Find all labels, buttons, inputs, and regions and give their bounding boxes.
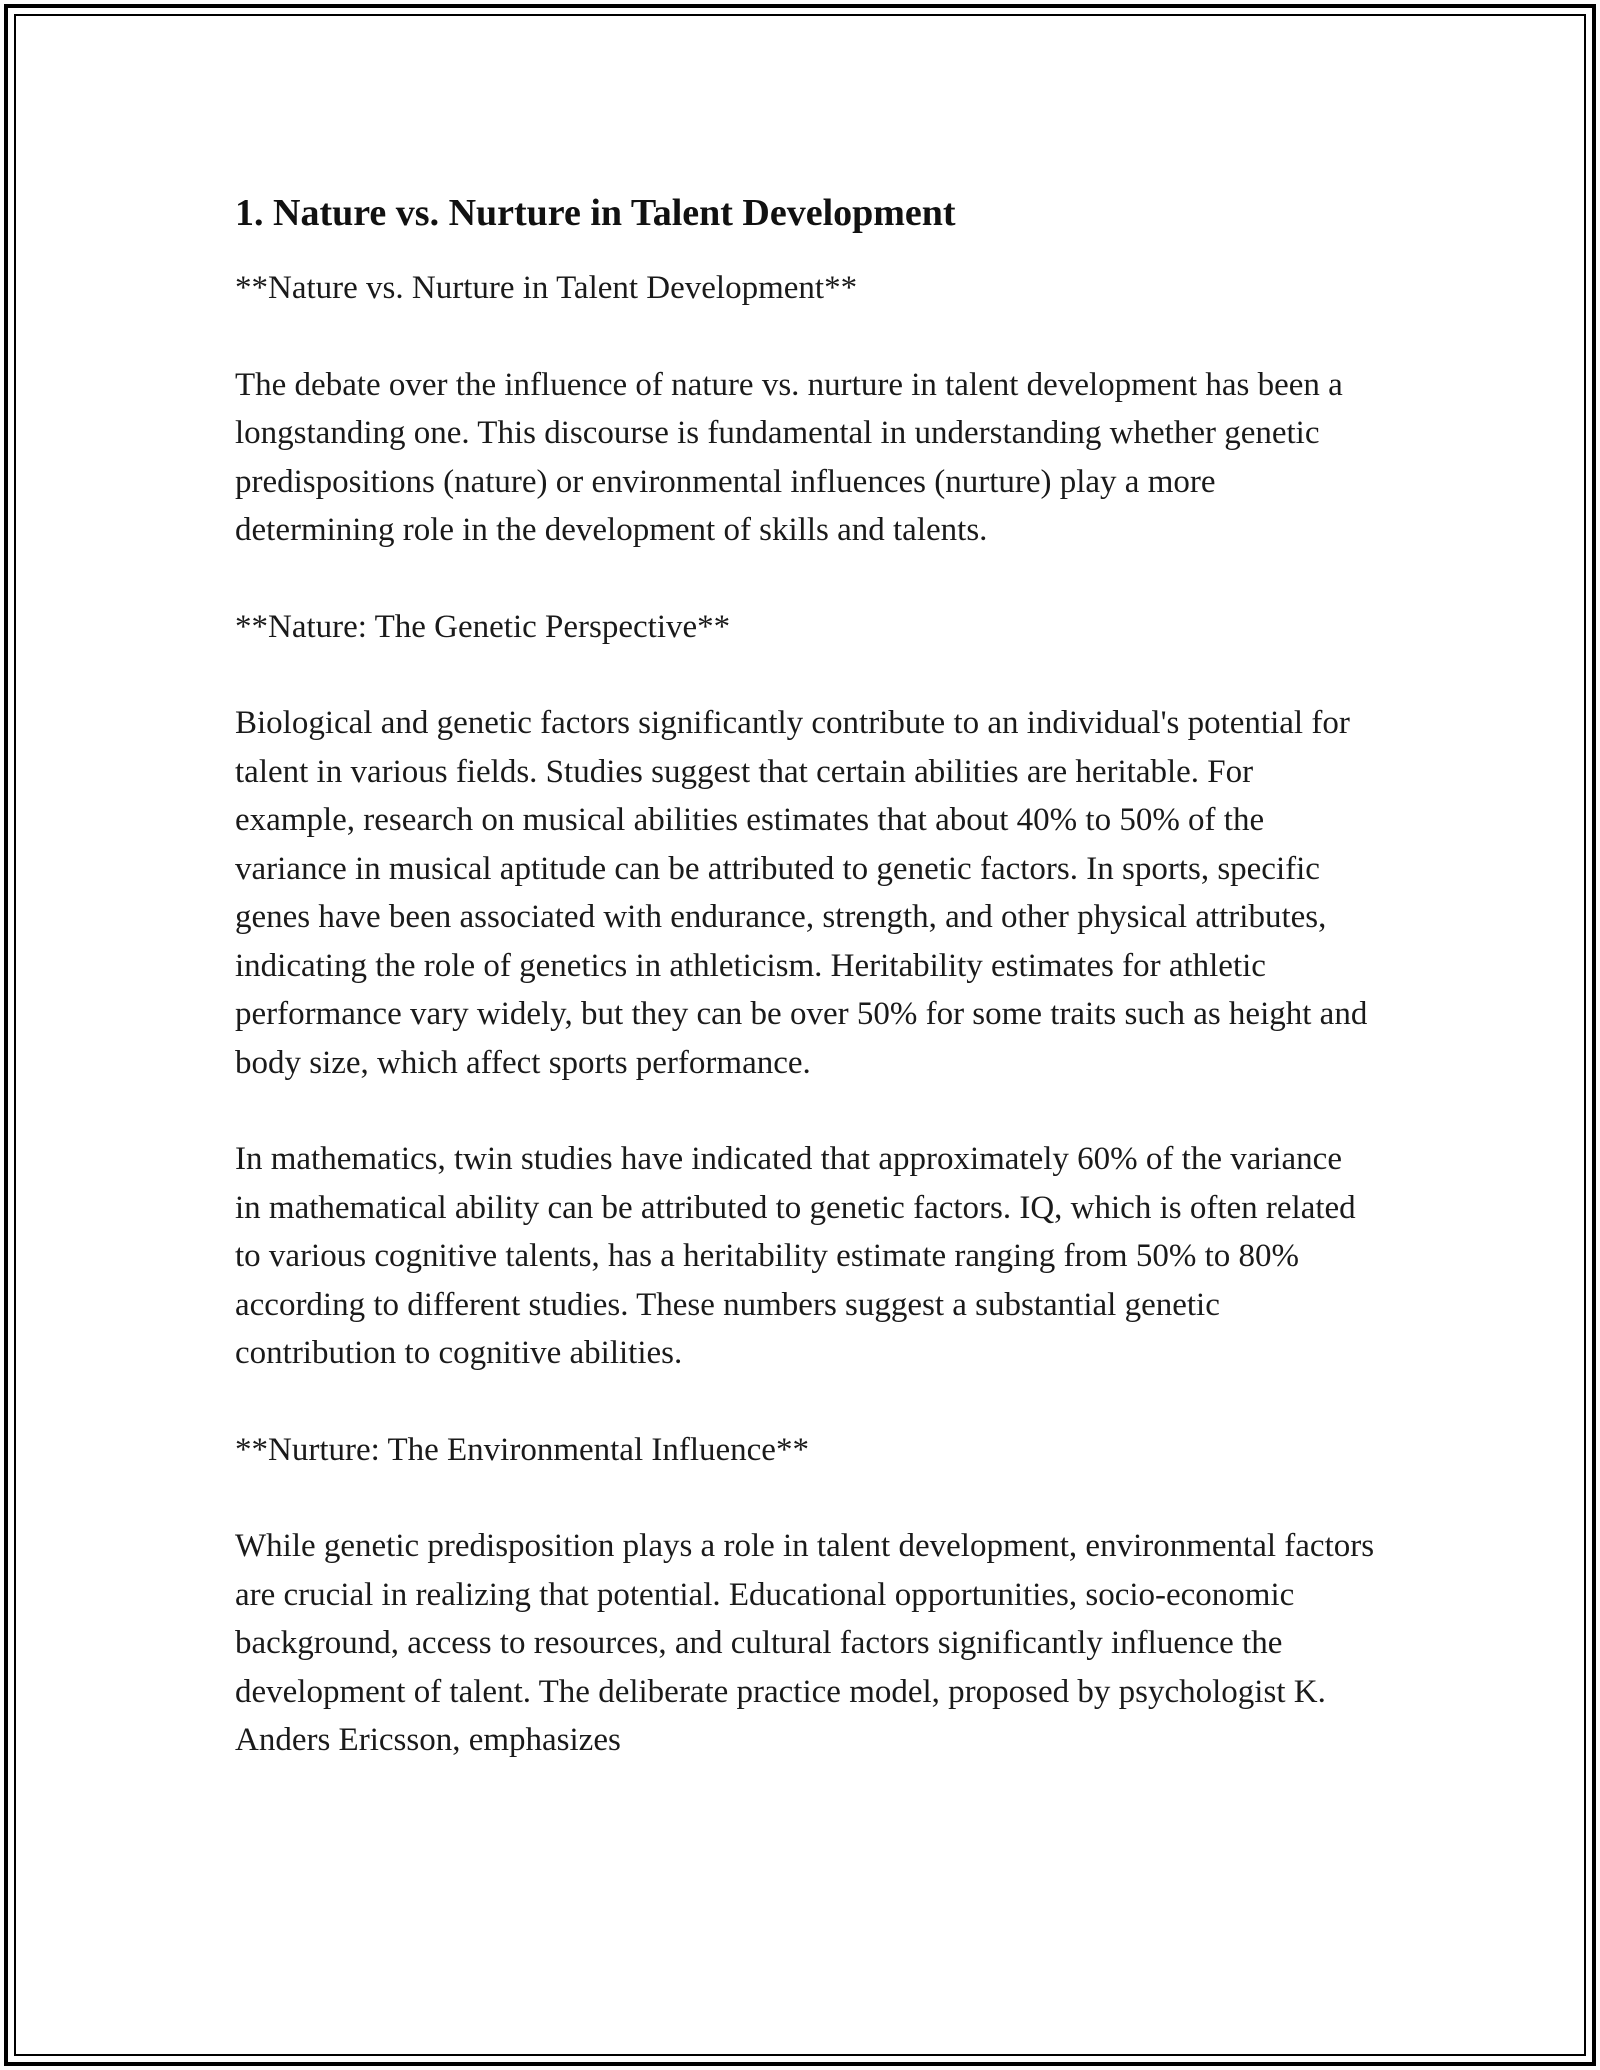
paragraph-environmental-factors: While genetic predisposition plays a role in talent development, environmental factors are crucial in realizing that potential. Educational opportunities, socio-economic background, access to resources, and cultural factors significantly influence the development of talent. The deliberate practice model, proposed by psychologist K. Anders Ericsson, emphasizes xyxy=(235,1528,1375,1758)
paragraph-genetic-factors: Biological and genetic factors significantly contribute to an individual's potential for talent in various fields. Studies suggest that certain abilities are heritable. For example, research on musical abilities estimates that about 40% to 50% of the variance in musical aptitude can be attributed to genetic factors. In sports, specific genes have been associated with endurance, strength, and other physical attributes, indicating the role of genetics in athleticism. Heritability estimates for athletic performance vary widely, but they can be over 50% for some traits such as height and body size, which affect sports performance. xyxy=(235,705,1368,1081)
section-title: 1. Nature vs. Nurture in Talent Development xyxy=(235,192,956,234)
paragraph-mathematics: In mathematics, twin studies have indicated that approximately 60% of the variance in mathematical ability can be attributed to genetic factors. IQ, which is often related to various cognitive talents, has a heritability estimate ranging from 50% to 80% according to different studies. These numbers suggest a substantial genetic contribution to cognitive abilities. xyxy=(235,1141,1356,1371)
paragraph-intro: The debate over the influence of nature vs. nurture in talent development has been a longstanding one. This discourse is fundamental in understanding whether genetic predispositions (nature) or environmental influences (nurture) play a more determining role in the development of skills and talents. xyxy=(235,366,1343,548)
subheading-nature: **Nature: The Genetic Perspective** xyxy=(235,608,731,645)
subheading-nature-vs-nurture: **Nature vs. Nurture in Talent Development** xyxy=(235,270,858,306)
subheading-nurture: **Nurture: The Environmental Influence** xyxy=(235,1431,809,1468)
document-body xyxy=(235,188,1375,1813)
